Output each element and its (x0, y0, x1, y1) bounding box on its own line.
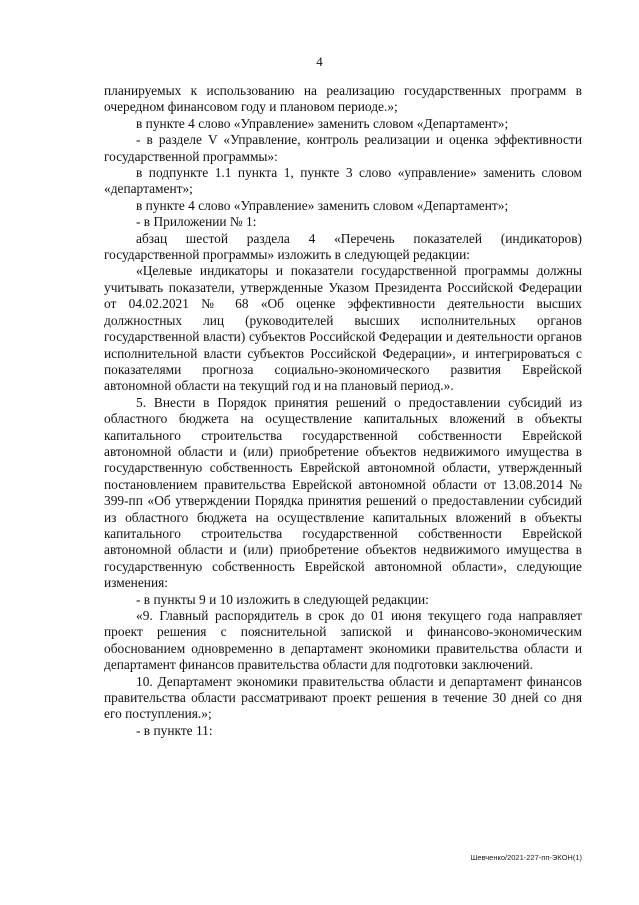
paragraph: в пункте 4 слово «Управление» заменить словом «Департамент»; (136, 115, 509, 131)
paragraph: в пункте 4 слово «Управление» заменить словом «Департамент»; (136, 197, 509, 213)
document-body (104, 83, 582, 739)
paragraph: «Целевые индикаторы и показатели государственной программы должны учитывать показатели, утвержденные Указом Президента Российской Федерации от 04.02.2021 № 68 «Об оценке эффективности деятельности высших должностных лиц (руководителей высших исполнительных органов государственной власти) субъектов Российской Федерации и деятельности органов исполнительной власти субъектов Российской Федерации», и интегрироваться с показателями прогноза социально-экономического развития Еврейской автономной области на текущий год и на плановый период.». (104, 263, 582, 394)
footer-document-code: Шевченко/2021-227-пп-ЭКОН(1) (470, 853, 582, 862)
page-number: 4 (316, 54, 323, 69)
paragraph: - в разделе V «Управление, контроль реализации и оценка эффективности государственной программы»: (104, 132, 582, 164)
paragraph: планируемых к использованию на реализацию государственных программ в очередном финансовом году и плановом периоде.»; (104, 83, 582, 115)
paragraph: - в пункты 9 и 10 изложить в следующей редакции: (136, 591, 429, 607)
paragraph: «9. Главный распорядитель в срок до 01 июня текущего года направляет проект решения с пояснительной запиской и финансово-экономическим обоснованием одновременно в департамент экономики правительства области и департамент финансов правительства области для подготовки заключений. (104, 608, 582, 673)
paragraph: 10. Департамент экономики правительства области и департамент финансов правительства области рассматривают проект решения в течение 30 дней со дня его поступления.»; (104, 673, 582, 722)
paragraph: в подпункте 1.1 пункта 1, пункте 3 слово «управление» заменить словом «департамент»; (104, 165, 582, 197)
paragraph: - в пункте 11: (136, 722, 213, 738)
paragraph: абзац шестой раздела 4 «Перечень показателей (индикаторов) государственной программы» изложить в следующей редакции: (104, 230, 582, 263)
paragraph: - в Приложении № 1: (136, 214, 257, 230)
paragraph: 5. Внести в Порядок принятия решений о предоставлении субсидий из областного бюджета на осуществление капитальных вложений в объекты капитального строительства государственной собственности Еврейской автономной области и (или) приобретение объектов недвижимого имущества в государственную собственность Еврейской автономной области, утвержденный постановлением правительства Еврейской автономной области от 13.08.2014 № 399-пп «Об утверждении Порядка принятия решений о предоставлении субсидий из областного бюджета на осуществление капитальных вложений в объекты капитального строительства государственной собственности Еврейской автономной области и (или) приобретение объектов недвижимого имущества в государственную собственность Еврейской автономной области», следующие изменения: (104, 394, 582, 591)
